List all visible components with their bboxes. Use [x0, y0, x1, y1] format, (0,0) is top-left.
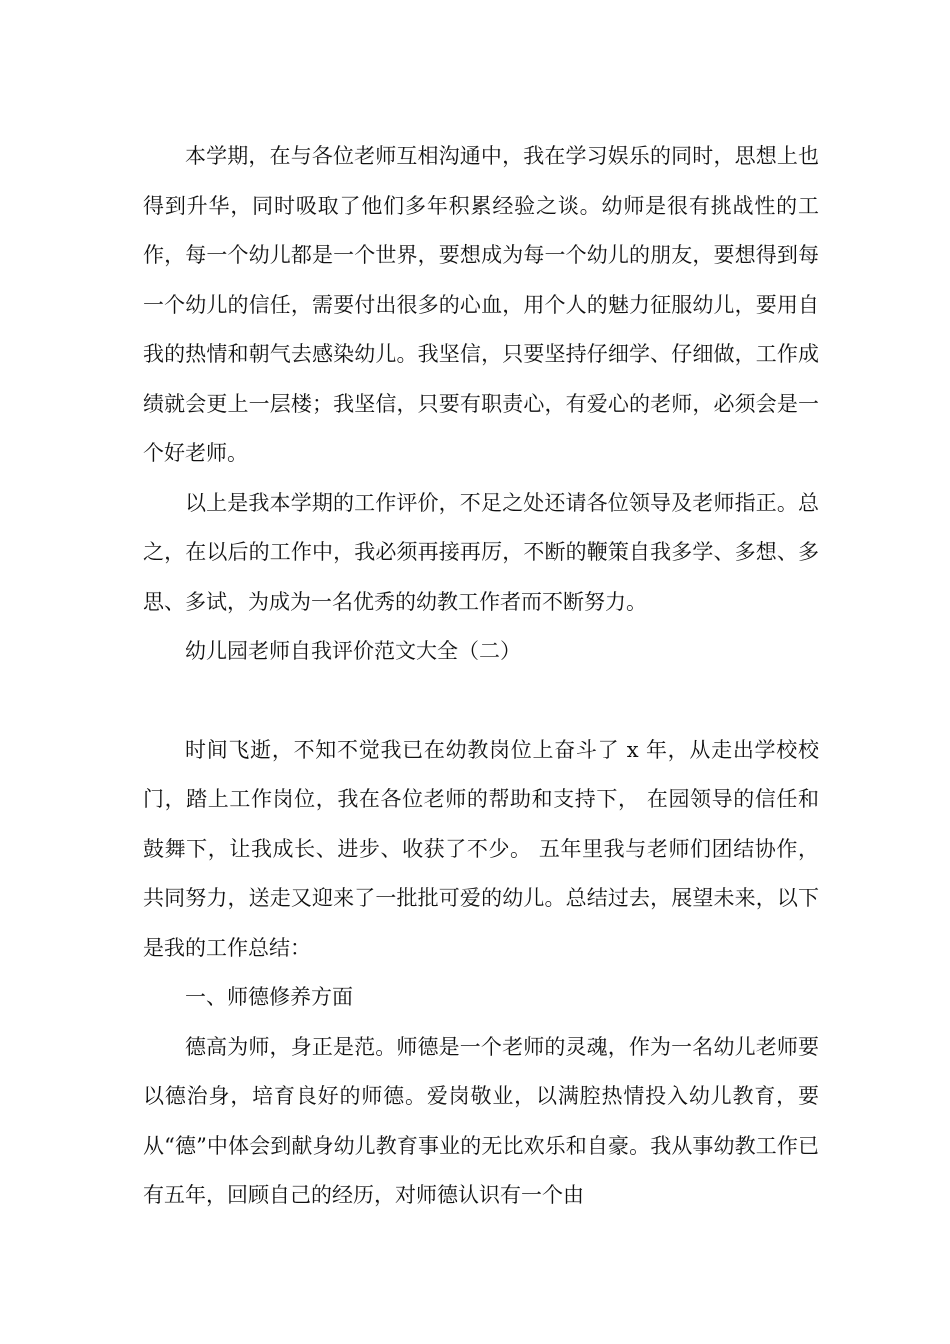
subheading-ethics: 一、师德修养方面 — [185, 985, 353, 1009]
document-body — [143, 132, 819, 1221]
paragraph-ethics: 德高为师，身正是范。师德是一个老师的灵魂，作为一名幼儿老师要以德治身，培育良好的师德。爱岗敬业，以满腔热情投入幼儿教育，要从“德”中体会到献身幼儿教育事业的无比欢乐和自豪。我从事幼教工作已有五年，回顾自己的经历，对师德认识有一个由 — [143, 1034, 819, 1207]
paragraph-conclusion: 以上是我本学期的工作评价，不足之处还请各位领导及老师指正。总之，在以后的工作中，我必须再接再厉，不断的鞭策自我多学、多想、多思、多试，为成为一名优秀的幼教工作者而不断努力。 — [143, 490, 819, 614]
section-heading-sample-two: 幼儿园老师自我评价范文大全（二） — [185, 639, 521, 663]
paragraph-teaching-reflection: 本学期，在与各位老师互相沟通中，我在学习娱乐的同时，思想上也得到升华，同时吸取了他们多年积累经验之谈。幼师是很有挑战性的工作，每一个幼儿都是一个世界，要想成为每一个幼儿的朋友，要想得到每一个幼儿的信任，需要付出很多的心血，用个人的魅力征服幼儿，要用自我的热情和朝气去感染幼儿。我坚信，只要坚持仔细学、仔细做，工作成绩就会更上一层楼；我坚信，只要有职责心，有爱心的老师，必须会是一个好老师。 — [143, 144, 819, 465]
blank-line — [143, 677, 819, 726]
paragraph-introduction: 时间飞逝，不知不觉我已在幼教岗位上奋斗了 x 年，从走出学校校门，踏上工作岗位，我在各位老师的帮助和支持下， 在园领导的信任和鼓舞下，让我成长、进步、收获了不少。 五年里我与老师们团结协作，共同努力，送走又迎来了一批批可爱的幼儿。总结过去，展望未来，以下是我的工作总结： — [143, 737, 819, 960]
